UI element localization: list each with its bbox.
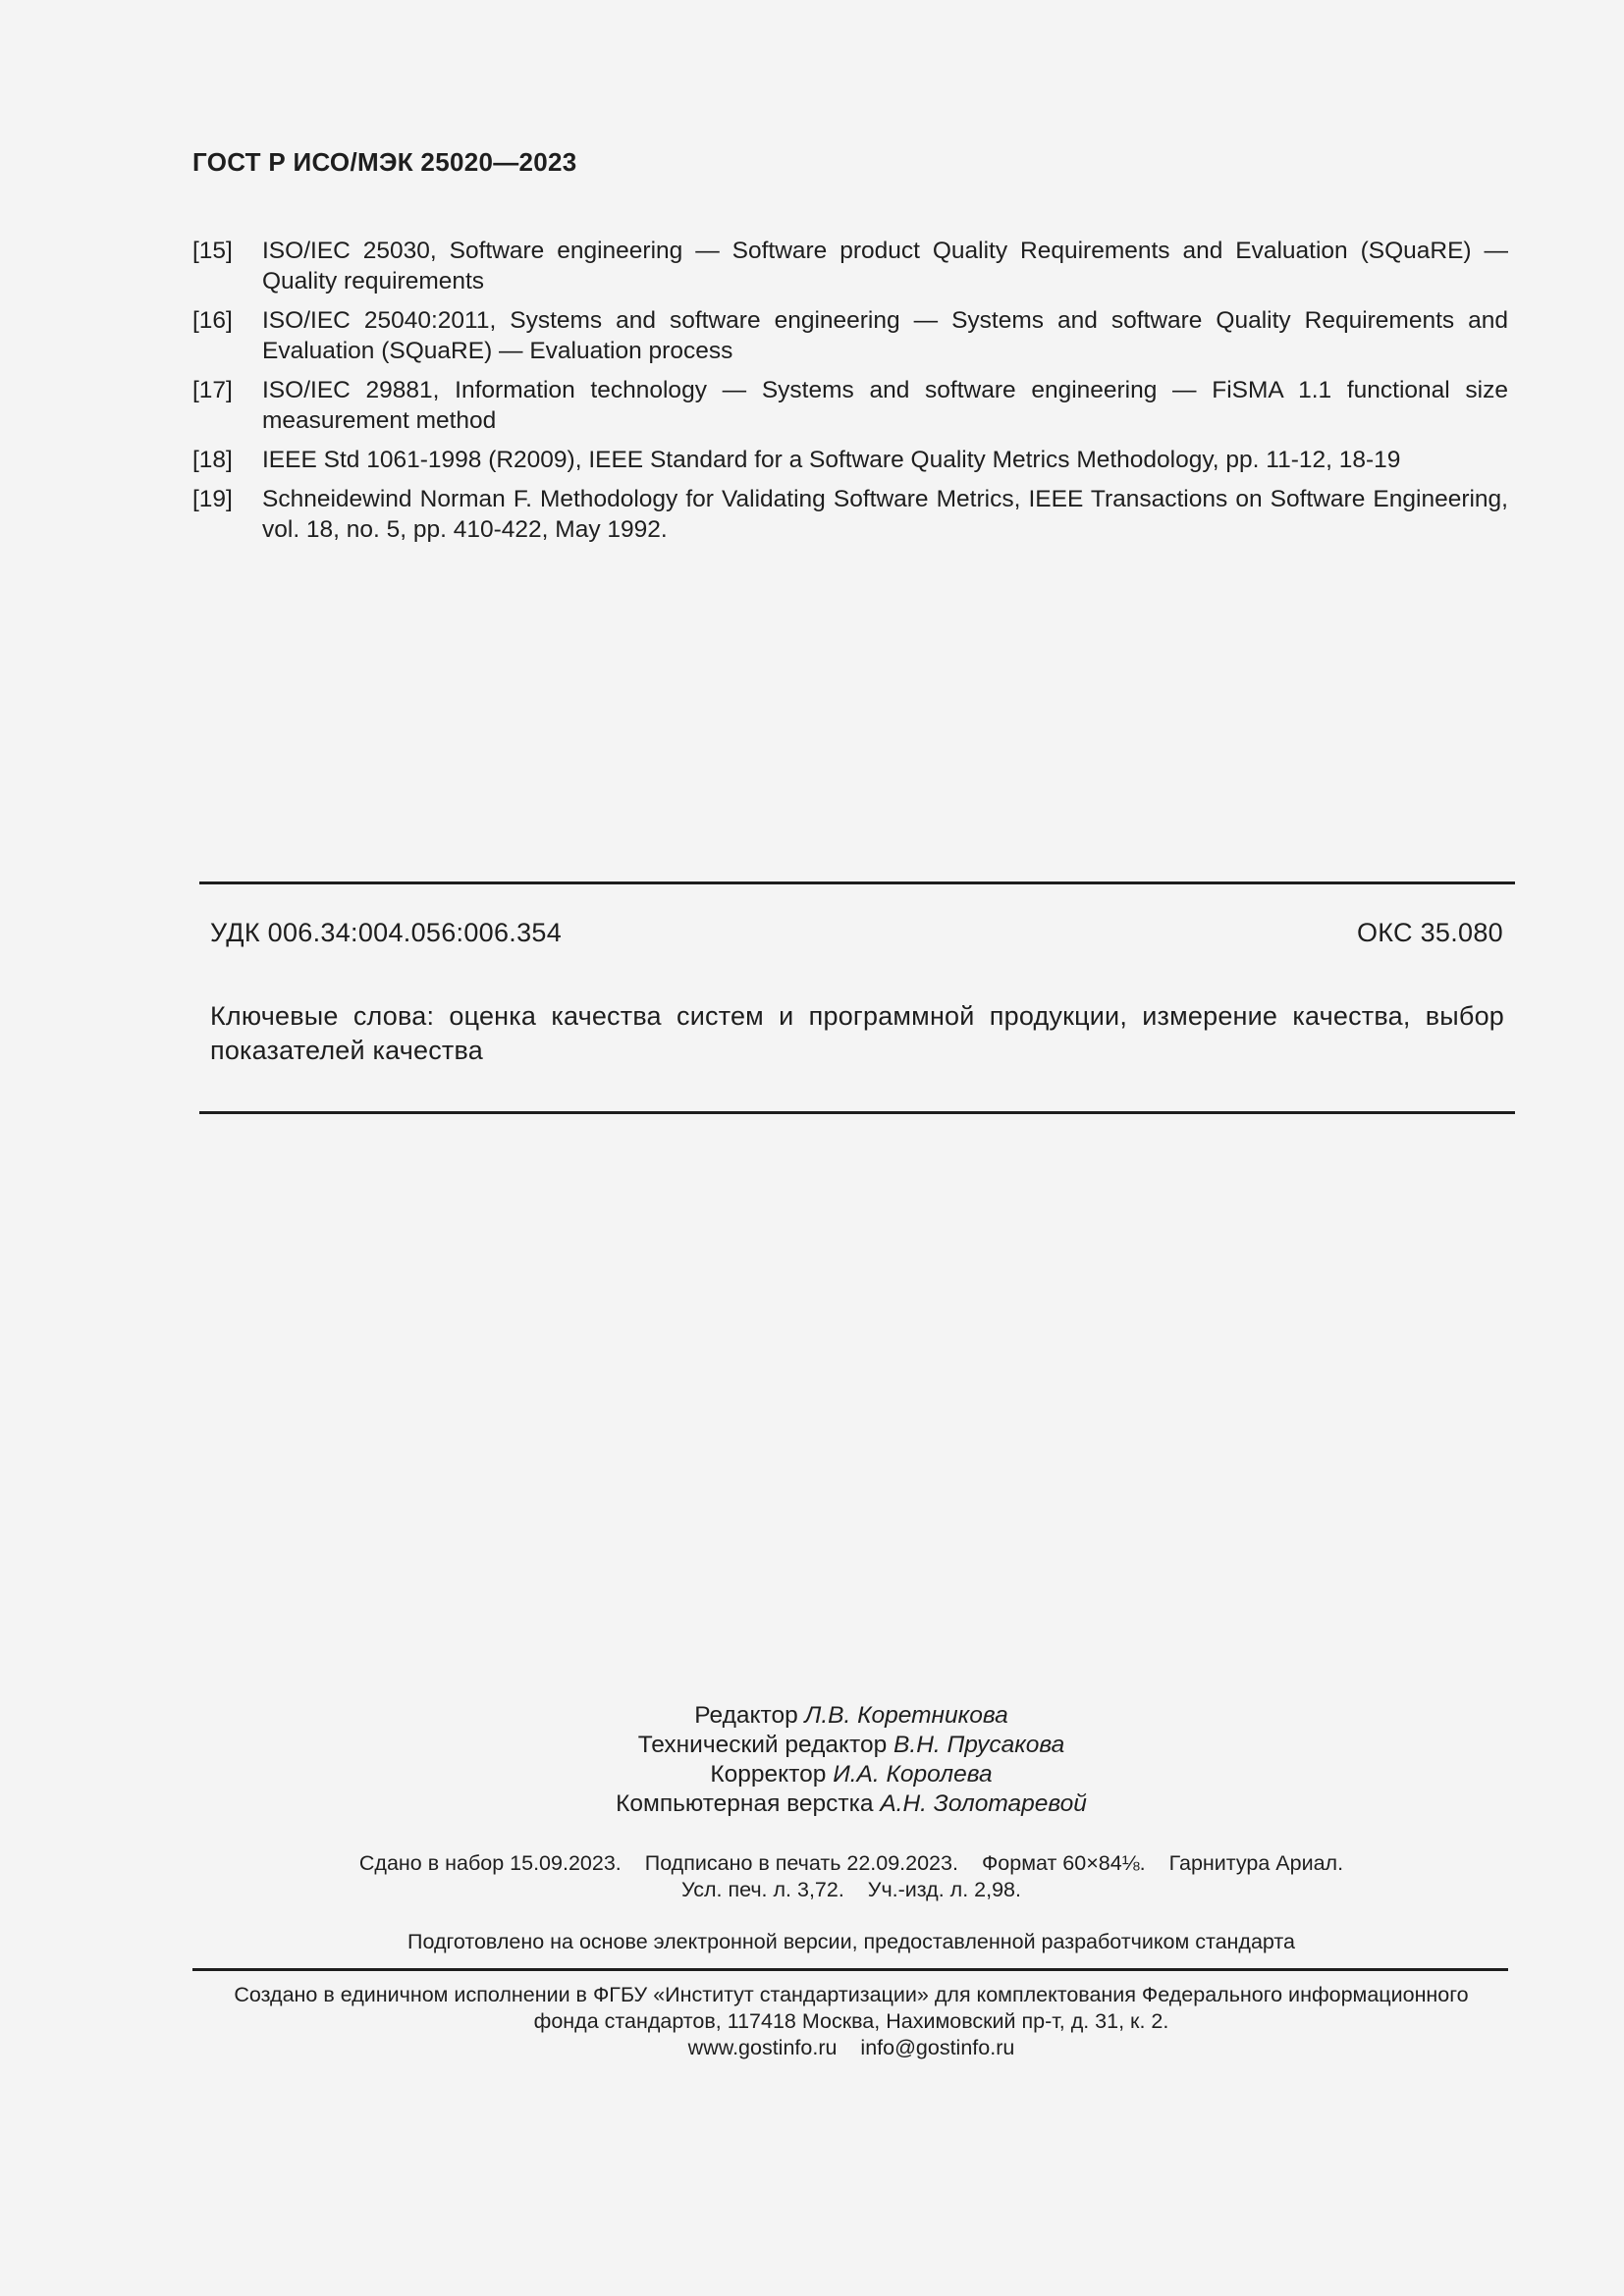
bibliography-entry <box>192 484 1508 545</box>
bibliography-entry <box>192 305 1508 366</box>
entry-number: [17] <box>192 377 233 403</box>
print-sheets: Усл. печ. л. 3,72. <box>681 1878 844 1901</box>
staff-name: Л.В. Коретникова <box>804 1702 1008 1729</box>
entry-text: ISO/IEC 25040:2011, Systems and software engineering — Systems and software Quality Requirements and Evaluation (SQuaRE) — Evaluation process <box>262 307 1508 364</box>
entry-text: IEEE Std 1061-1998 (R2009), IEEE Standard for a Software Quality Metrics Methodology, pp. 11-12, 18-19 <box>262 447 1401 473</box>
entry-number: [19] <box>192 486 233 512</box>
typeset-date: Сдано в набор 15.09.2023. <box>358 1851 622 1875</box>
print-info-line <box>0 1850 1624 1877</box>
prepared-note: Подготовлено на основе электронной версии, предоставленной разработчиком стандарта <box>407 1930 1295 1953</box>
publisher-sheets: Уч.-изд. л. 2,98. <box>867 1878 1021 1901</box>
bibliography-entry <box>192 236 1508 296</box>
entry-text: Schneidewind Norman F. Methodology for Validating Software Metrics, IEEE Transactions on Software Engineering, vol. 18, no. 5, pp. 410-422, May 1992. <box>262 486 1508 543</box>
bibliography-list <box>192 236 1508 554</box>
print-info-line <box>0 1877 1624 1903</box>
staff-role: Корректор <box>710 1761 827 1788</box>
divider-top <box>199 881 1515 884</box>
publisher-info <box>0 1982 1624 2061</box>
staff-line <box>0 1731 1624 1760</box>
entry-text: ISO/IEC 25030, Software engineering — Software product Quality Requirements and Evaluation (SQuaRE) — Quality requirements <box>262 238 1508 294</box>
staff-line <box>0 1760 1624 1789</box>
publisher-line: Создано в единичном исполнении в ФГБУ «Институт стандартизации» для комплектования Федерального информационного <box>234 1983 1469 2006</box>
entry-text: ISO/IEC 29881, Information technology — Systems and software engineering — FiSMA 1.1 functional size measurement method <box>262 377 1508 434</box>
staff-line <box>0 1789 1624 1819</box>
signed-date: Подписано в печать 22.09.2023. <box>644 1851 958 1875</box>
divider-bottom <box>199 1111 1515 1114</box>
contact-line <box>0 2035 1624 2061</box>
website-link[interactable]: www.gostinfo.ru <box>687 2036 838 2059</box>
udk-code: УДК 006.34:004.056:006.354 <box>210 918 563 947</box>
staff-name: В.Н. Прусакова <box>893 1732 1065 1758</box>
typeface: Гарнитура Ариал. <box>1168 1851 1344 1875</box>
entry-number: [18] <box>192 447 233 473</box>
staff-line <box>0 1701 1624 1731</box>
publisher-line: фонда стандартов, 117418 Москва, Нахимовский пр-т, д. 31, к. 2. <box>533 2009 1169 2033</box>
staff-name: А.Н. Золотаревой <box>880 1790 1087 1817</box>
divider-footer <box>192 1968 1508 1971</box>
editorial-staff <box>0 1701 1624 1819</box>
staff-role: Технический редактор <box>637 1732 888 1758</box>
print-info <box>0 1850 1624 1903</box>
bibliography-entry <box>192 375 1508 436</box>
document-code: ГОСТ Р ИСО/МЭК 25020—2023 <box>192 147 577 177</box>
entry-number: [16] <box>192 307 233 334</box>
email-link[interactable]: info@gostinfo.ru <box>860 2036 1015 2059</box>
oks-code: ОКС 35.080 <box>1356 918 1503 947</box>
staff-name: И.А. Королева <box>833 1761 993 1788</box>
staff-role: Редактор <box>694 1702 798 1729</box>
entry-number: [15] <box>192 238 233 264</box>
staff-role: Компьютерная верстка <box>616 1790 874 1817</box>
paper-format: Формат 60×84⅛. <box>981 1851 1146 1875</box>
bibliography-entry <box>192 445 1508 475</box>
keywords: Ключевые слова: оценка качества систем и программной продукции, измерение качества, выбор показателей качества <box>210 1001 1504 1065</box>
